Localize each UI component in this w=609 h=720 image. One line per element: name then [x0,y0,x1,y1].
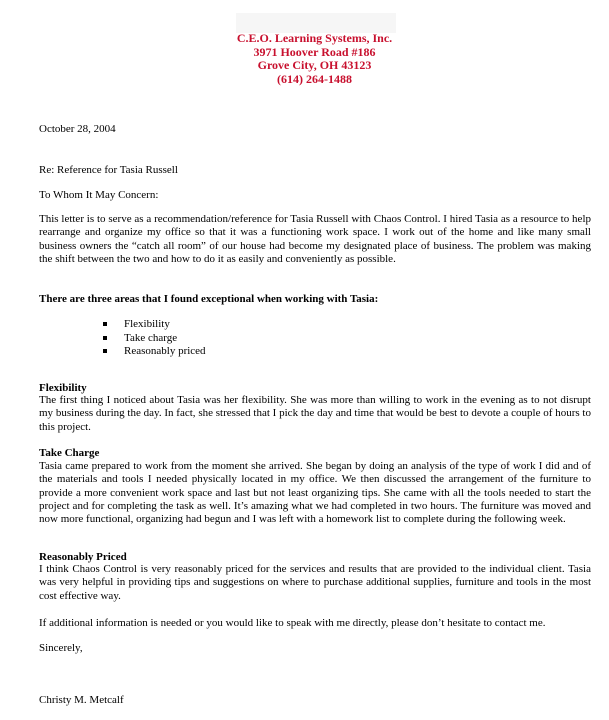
areas-heading: There are three areas that I found exceptional when working with Tasia: [39,293,379,305]
letter-date: October 28, 2004 [39,123,116,135]
list-item [100,318,206,332]
list-item-label: Take charge [124,331,178,344]
list-item [100,345,206,359]
square-bullet-icon [103,322,107,326]
areas-list [100,318,206,359]
list-item-label: Flexibility [124,318,170,330]
closing: Sincerely, [39,642,83,654]
section-body-reasonably-priced: I think Chaos Control is very reasonably priced for the services and results that are provided to the individual client. Tasia was very helpful in providing tips and suggestions on where to purchase additional supplies, furniture and tools in the most cost effective way. [39,563,591,602]
section-heading-take-charge: Take Charge [39,447,100,459]
signature-name: Christy M. Metcalf [39,694,124,706]
letterhead [0,32,609,86]
section-heading-reasonably-priced: Reasonably Priced [39,551,127,563]
company-name: C.E.O. Learning Systems, Inc. [236,31,393,45]
square-bullet-icon [103,336,107,340]
letterhead-background [236,13,396,33]
section-heading-flexibility: Flexibility [39,382,87,394]
letter-subject: Re: Reference for Tasia Russell [39,164,178,176]
closing-paragraph: If additional information is needed or you would like to speak with me directly, please don’t hesitate to contact me. [39,617,546,629]
section-body-take-charge: Tasia came prepared to work from the moment she arrived. She began by doing an analysis of the type of work I did and of the materials and tools I needed physically located in my office. We then discussed the arrangement of the furniture to provide a more convenient work space and last but not least organizing tips. She came with all the tools needed to start the project and for completing the task as well. It’s amazing what we had completed in two hours. The furniture was moved and now more functional, organizing had begun and I was left with a homework list to complete during the following week. [39,460,591,526]
company-address: 3971 Hoover Road #186 [253,44,376,59]
square-bullet-icon [103,349,107,353]
letter-salutation: To Whom It May Concern: [39,189,159,201]
company-phone: (614) 264-1488 [277,71,352,86]
list-item [100,332,206,346]
intro-paragraph: This letter is to serve as a recommendation/reference for Tasia Russell with Chaos Control. I hired Tasia as a resource to help rearrange and organize my office so that it was a functioning work space. I work out of the home and like many small business owners the “catch all room” of our house had become my designated place of business. The problem was making the shift between the two and how to do it as easily and conveniently as possible. [39,213,591,265]
company-city: Grove City, OH 43123 [257,58,372,72]
section-body-flexibility: The first thing I noticed about Tasia was her flexibility. She was more than willing to work in the evening as to not disrupt my business during the day. In fact, she stressed that I pick the day and time that would be best to devote a couple of hours to this project. [39,394,591,433]
list-item-label: Reasonably priced [124,345,206,357]
